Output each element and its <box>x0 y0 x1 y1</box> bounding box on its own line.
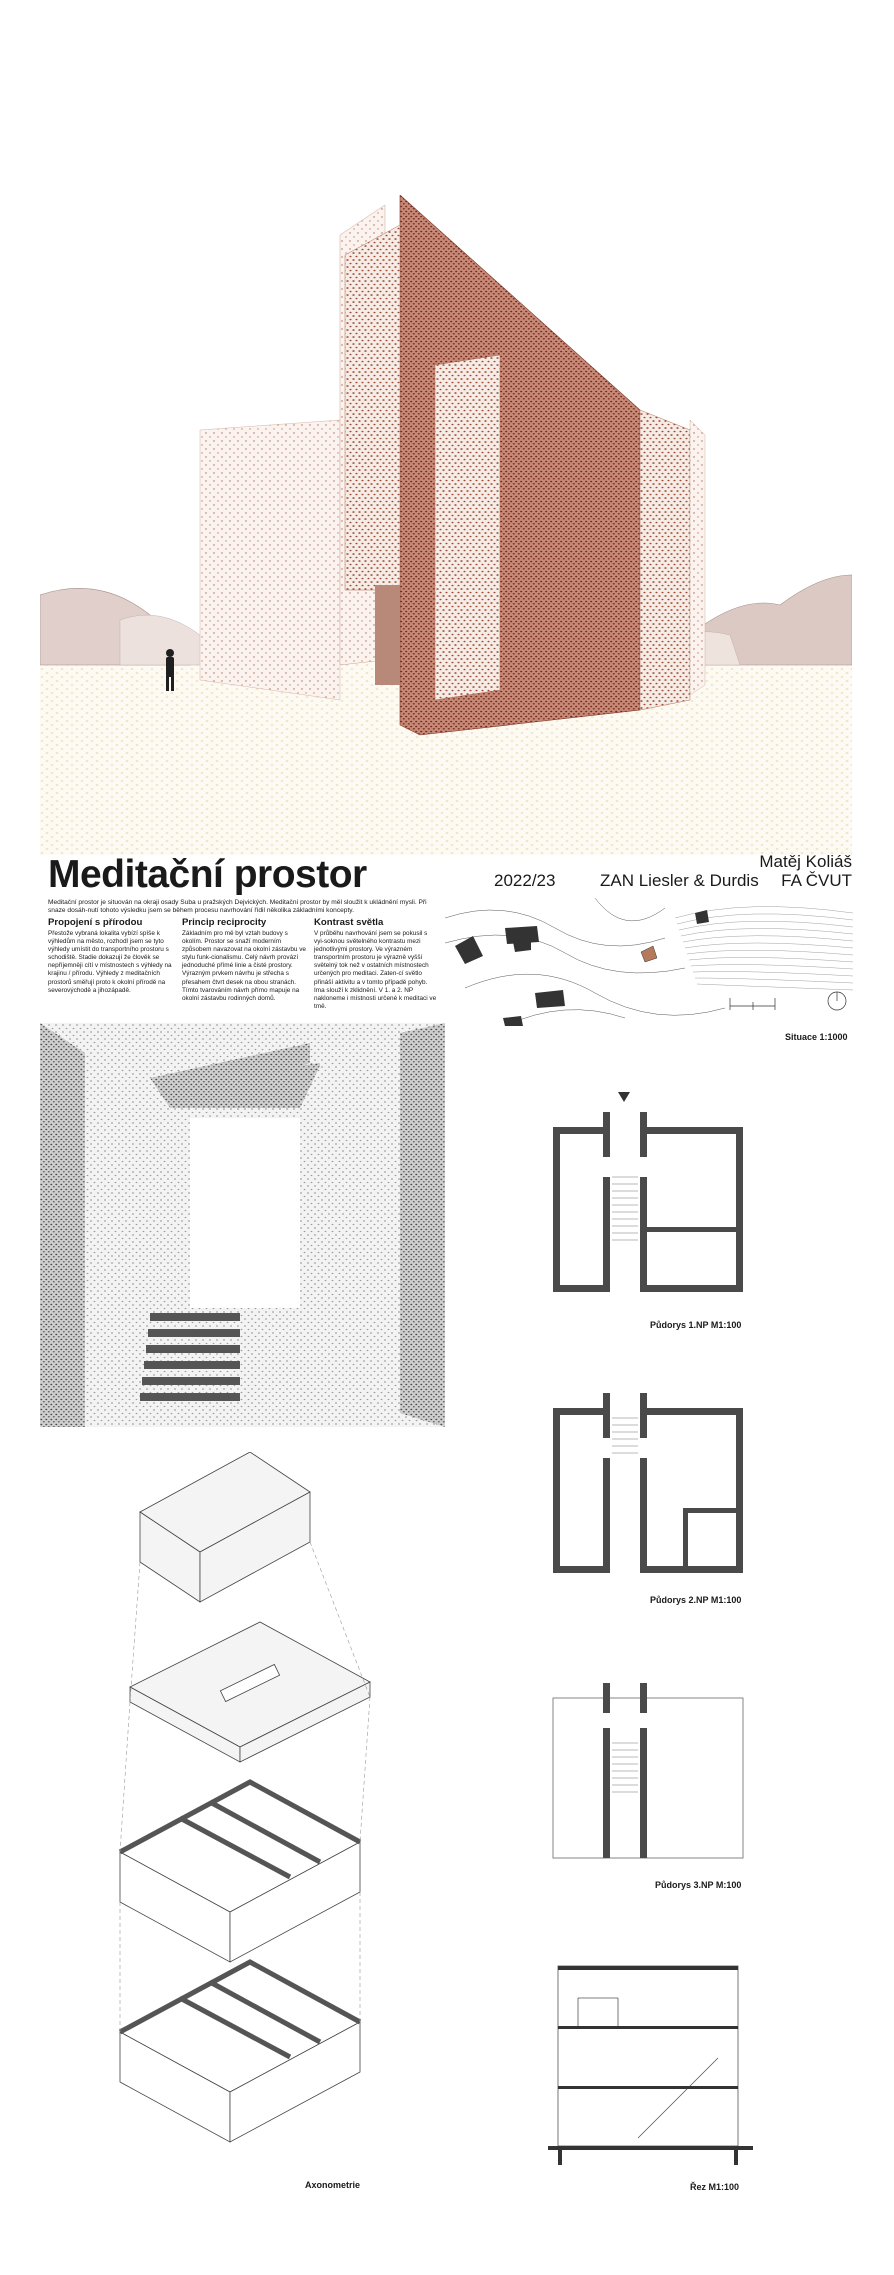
window-opening <box>190 1118 300 1308</box>
entrance-arrow <box>618 1092 630 1102</box>
site-buildings <box>455 910 709 1026</box>
author-block <box>740 852 852 890</box>
project-site-marker <box>641 946 657 962</box>
front-slab <box>435 355 500 700</box>
page-title: Meditační prostor <box>48 853 367 896</box>
caption-floor-3: Půdorys 3.NP M:100 <box>655 1880 742 1890</box>
concept-heading: Princip reciprocity <box>182 917 267 928</box>
studio-name: ZAN Liesler & Durdis <box>600 871 759 890</box>
floor-plan-1np <box>548 1092 748 1298</box>
floor-plan-3np <box>548 1683 748 1863</box>
scale-and-north <box>730 992 846 1010</box>
caption-floor-1: Půdorys 1.NP M1:100 <box>650 1320 742 1330</box>
intro-text: Meditační prostor je situován na okraji osady Suba u pražských Dejvických. Meditační prostor by měl sloužit k ukládnění mysli. Při snaze dosáh-nutí tohoto výsledku jsem se během procesu navrhování řídil několika základními koncepty. <box>48 899 427 915</box>
axonometric-exploded-drawing <box>110 1452 380 2162</box>
academic-year: 2022/23 <box>494 871 556 890</box>
plan-stair-2 <box>612 1418 638 1453</box>
caption-situation: Situace 1:1000 <box>785 1032 848 1042</box>
plan-stair-1 <box>612 1177 638 1240</box>
floor-plan-2np <box>548 1393 748 1579</box>
school-name: FA ČVUT <box>781 871 852 890</box>
plan-stair-3 <box>612 1743 638 1792</box>
author-name: Matěj Koliáš <box>759 852 852 871</box>
concept-text: V průběhu navrhování jsem se pokusil s vyi-soknou světelného kontrastu mezi jednotlivými prostory. Ve výrazném transportním prostoru je výrazně vyšší světelný tok než v ostatních místnostech určených pro meditaci. Zaten-cí světlo přináší aktivitu a v tomto případě pohyb. Ima slouží k zklidnění. V 1. a 2. NP nakloneme i místnosti určené k meditaci ve tmě. <box>314 930 437 1010</box>
left-volume <box>200 420 340 700</box>
concept-nature <box>48 917 173 995</box>
concept-heading: Kontrast světla <box>314 917 384 928</box>
caption-floor-2: Půdorys 2.NP M1:100 <box>650 1595 742 1605</box>
concept-heading: Propojení s přírodou <box>48 917 143 928</box>
concept-light <box>314 917 439 1011</box>
concept-reciprocity <box>182 917 307 1003</box>
section-drawing <box>548 1958 753 2168</box>
exterior-perspective-drawing <box>40 195 852 855</box>
interior-perspective-drawing <box>40 1023 445 1427</box>
caption-axonometry: Axonometrie <box>305 2180 361 2190</box>
concept-text: Přestože vybraná lokalita vybízí spíše k výhledům na město, rozhodl jsem se tyto výhledy umístit do transportního prostoru s schodiště. Stadie dokazují že člověk se nepříjemněji cítí v místnostech s výhledy na krajinu / přírodu. Výhledy z meditačních prostorů směřují proto k okolní přírodě na severovýchodě a jihozápadě. <box>48 930 172 994</box>
site-plan <box>445 898 853 1026</box>
caption-section: Řez M1:100 <box>690 2182 740 2192</box>
concept-text: Základním pro mě byl vztah budovy s okolím. Prostor se snaží moderním způsobem navazovat na okolní zástavbu ve stylu funk-cionalismu. Celý návrh provází jednoduché přímé linie a čisté prostory. Výrazným prvkem návrhu je střecha s přesahem čtvrt desek na obou stranách. Tímto tvarováním návrh přímo mapuje na okolní zástavbu rodinných domů. <box>182 930 306 1002</box>
